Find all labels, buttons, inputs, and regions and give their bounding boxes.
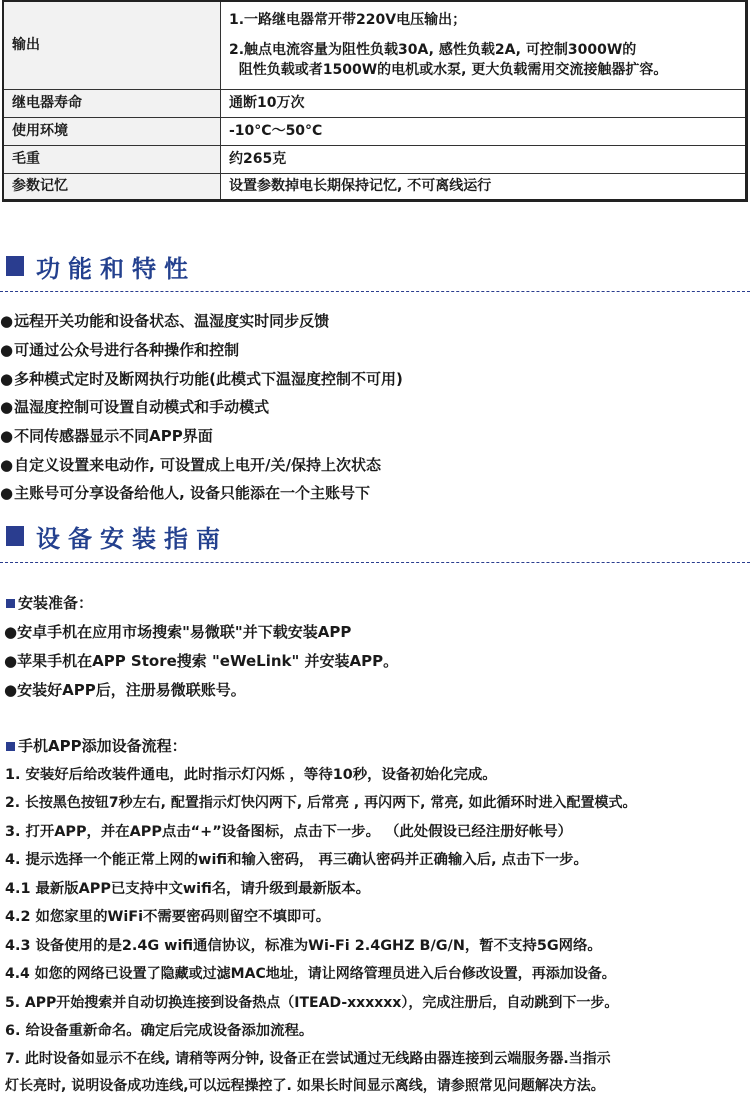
bullet-icon: ● [0,312,14,330]
small-square-icon [6,742,15,751]
spec-row-memory [3,173,747,200]
feature-text: 多种模式定时及断网执行功能(此模式下温湿度控制不可用) [14,370,403,388]
install-header [6,522,228,553]
bullet-icon: ● [0,456,14,474]
feature-text: 主账号可分享设备给他人, 设备只能添在一个主账号下 [14,484,371,502]
features-divider [0,291,750,292]
step-item: 1. 安装好后给改装件通电，此时指示灯闪烁 ，等待10秒，设备初始化完成。 [5,767,497,783]
step-item: 7. 此时设备如显示不在线, 请稍等两分钟, 设备正在尝试通过无线路由器连接到云端服务器.当指示 [5,1051,611,1067]
prep-text: 安装好APP后，注册易微联账号。 [17,681,246,699]
spec-value: 约265克 [221,145,747,173]
prep-title: 安装准备： [18,594,94,612]
spec-key: 输出 [3,1,221,89]
spec-value: 设置参数掉电长期保持记忆, 不可离线运行 [221,173,747,200]
feature-item [0,340,239,360]
spec-value-line: 2.触点电流容量为阻性负载30A, 感性负载2A, 可控制3000W的 [229,42,637,59]
feature-item [0,369,403,389]
features-title: 功能和特性 [36,254,196,283]
flow-heading [6,736,187,756]
bullet-icon: ● [0,370,14,388]
step-item: 4.3 设备使用的是2.4G wifi通信协议，标准为Wi-Fi 2.4GHZ B/G/N，暂不支持5G网络。 [5,938,602,954]
spec-key: 参数记忆 [3,173,221,200]
feature-text: 自定义设置来电动作, 可设置成上电开/关/保持上次状态 [14,456,381,474]
step-item: 2. 长按黑色按钮7秒左右, 配置指示灯快闪两下, 后常亮 , 再闪两下, 常亮, 如此循环时进入配置模式。 [5,795,637,811]
spec-key: 毛重 [3,145,221,173]
prep-item [4,622,351,642]
feature-item [0,483,370,503]
feature-text: 温湿度控制可设置自动模式和手动模式 [14,398,270,416]
bullet-icon: ● [4,652,18,670]
spec-value [221,1,747,89]
spec-key: 继电器寿命 [3,89,221,117]
prep-text: 安卓手机在应用市场搜索"易微联"并下载安装APP [17,623,352,641]
step-item: 4.1 最新版APP已支持中文wifi名，请升级到最新版本。 [5,881,371,897]
step-item: 灯长亮时, 说明设备成功连线,可以远程操控了. 如果长时间显示离线，请参照常见问题解决方法。 [5,1078,605,1094]
step-item: 5. APP开始搜索并自动切换连接到设备热点（ITEAD-xxxxxx），完成注册后，自动跳到下一步。 [5,995,619,1011]
spec-value: 通断10万次 [221,89,747,117]
prep-text: 苹果手机在APP Store搜索 "eWeLink" 并安装APP。 [17,652,399,670]
feature-text: 可通过公众号进行各种操作和控制 [14,341,240,359]
feature-item [0,426,213,446]
step-item: 4.2 如您家里的WiFi不需要密码则留空不填即可。 [5,909,331,925]
spec-table [2,0,748,202]
spec-key: 使用环境 [3,117,221,145]
section-square-icon [6,256,24,276]
small-square-icon [6,599,15,608]
spec-value-line: 1.一路继电器常开带220V电压输出； [229,12,467,29]
prep-item [4,680,246,700]
feature-item [0,455,381,475]
spec-row-weight [3,145,747,173]
feature-item [0,311,329,331]
bullet-icon: ● [0,427,14,445]
feature-text: 远程开关功能和设备状态、温湿度实时同步反馈 [14,312,330,330]
step-item: 4.4 如您的网络已设置了隐藏或过滤MAC地址，请让网络管理员进入后台修改设置，再添加设备。 [5,966,616,982]
step-item: 6. 给设备重新命名。确定后完成设备添加流程。 [5,1023,314,1039]
install-title: 设备安装指南 [36,524,228,553]
spec-value: -10°C～50°C [221,117,747,145]
bullet-icon: ● [0,398,14,416]
feature-text: 不同传感器显示不同APP界面 [14,427,213,445]
spec-row-environment [3,117,747,145]
section-square-icon [6,526,24,546]
prep-heading [6,593,93,613]
step-item: 3. 打开APP，并在APP点击“+”设备图标，点击下一步。 （此处假设已经注册好帐号） [5,824,573,840]
features-header [6,252,196,283]
spec-row-relay-life [3,89,747,117]
spec-value-line: 阻性负载或者1500W的电机或水泵, 更大负载需用交流接触器扩容。 [229,62,668,79]
feature-item [0,397,269,417]
bullet-icon: ● [4,681,18,699]
bullet-icon: ● [0,484,14,502]
prep-item [4,651,398,671]
spec-row-output [3,1,747,89]
flow-title: 手机APP添加设备流程： [18,737,187,755]
bullet-icon: ● [4,623,18,641]
spec-value-spacer [229,30,737,40]
install-divider [0,562,750,563]
bullet-icon: ● [0,341,14,359]
step-item: 4. 提示选择一个能正常上网的wifi和输入密码， 再三确认密码并正确输入后, 点击下一步。 [5,852,588,868]
